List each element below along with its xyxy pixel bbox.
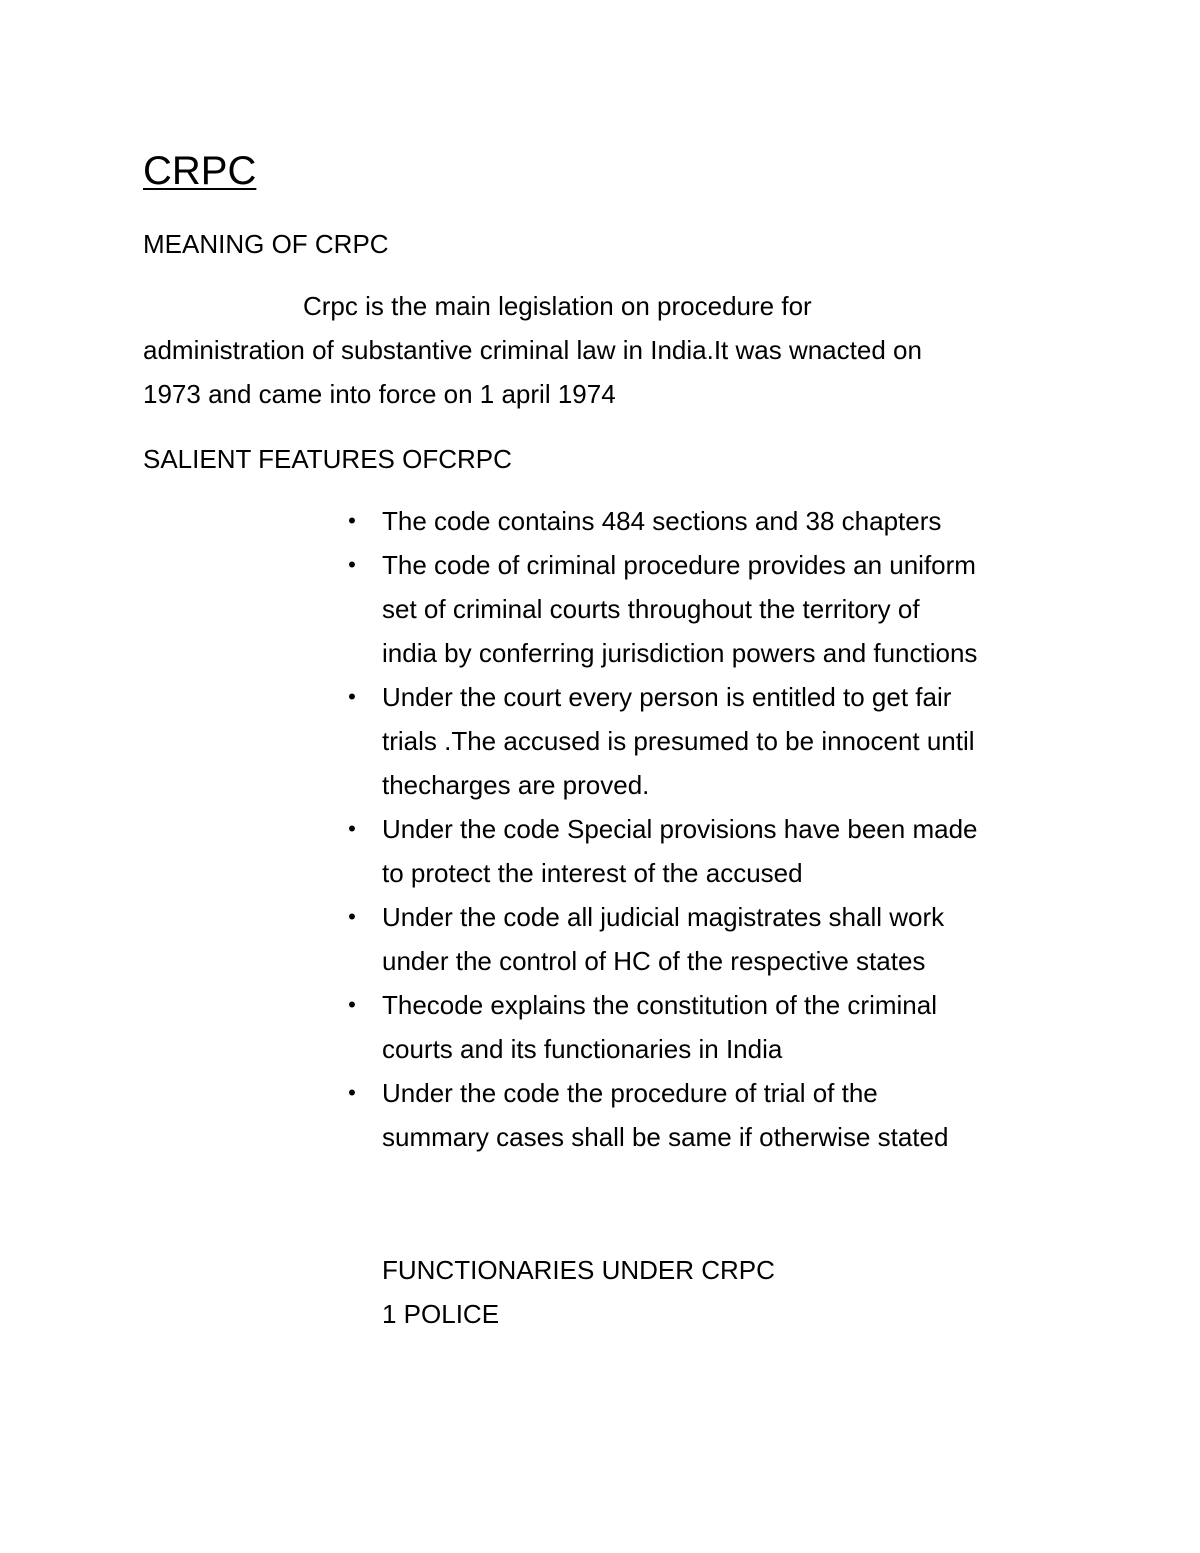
feature-line: The code contains 484 sections and 38 chapters (382, 506, 942, 536)
feature-item (340, 807, 1080, 895)
feature-item (340, 983, 1080, 1071)
feature-line: thecharges are proved. (382, 770, 650, 800)
feature-line: Under the code Special provisions have been made (382, 814, 978, 844)
features-list (340, 499, 1080, 1159)
feature-item (340, 675, 1080, 807)
feature-line: Under the code the procedure of trial of the (382, 1078, 878, 1108)
functionaries-heading: FUNCTIONARIES UNDER CRPC (382, 1255, 775, 1285)
feature-line: The code of criminal procedure provides an uniform (382, 550, 976, 580)
bullet-icon: • (348, 552, 356, 577)
bullet-icon: • (348, 904, 356, 929)
document-title: CRPC (143, 149, 257, 193)
bullet-icon: • (348, 1080, 356, 1105)
feature-item (340, 1071, 1080, 1159)
bullet-icon: • (348, 992, 356, 1017)
feature-line: courts and its functionaries in India (382, 1034, 783, 1064)
salient-features-heading: SALIENT FEATURES OFCRPC (143, 444, 512, 474)
feature-item (340, 543, 1080, 675)
meaning-heading: MEANING OF CRPC (143, 229, 389, 259)
functionaries-section (382, 1248, 775, 1336)
feature-line: to protect the interest of the accused (382, 858, 803, 888)
feature-item (340, 499, 1080, 543)
meaning-line: Crpc is the main legislation on procedure for (303, 291, 812, 321)
bullet-icon: • (348, 508, 356, 533)
meaning-line: 1973 and came into force on 1 april 1974 (143, 379, 616, 409)
feature-line: Under the code all judicial magistrates shall work (382, 902, 945, 932)
bullet-icon: • (348, 816, 356, 841)
meaning-paragraph (143, 284, 1083, 416)
functionaries-item: 1 POLICE (382, 1299, 500, 1329)
bullet-icon: • (348, 684, 356, 709)
feature-line: under the control of HC of the respective states (382, 946, 926, 976)
feature-line: set of criminal courts throughout the territory of (382, 594, 920, 624)
feature-line: india by conferring jurisdiction powers and functions (382, 638, 978, 668)
feature-line: summary cases shall be same if otherwise stated (382, 1122, 949, 1152)
feature-line: Thecode explains the constitution of the criminal (382, 990, 937, 1020)
feature-line: Under the court every person is entitled to get fair (382, 682, 952, 712)
feature-line: trials .The accused is presumed to be innocent until (382, 726, 975, 756)
meaning-line: administration of substantive criminal law in India.It was wnacted on (143, 335, 922, 365)
feature-item (340, 895, 1080, 983)
